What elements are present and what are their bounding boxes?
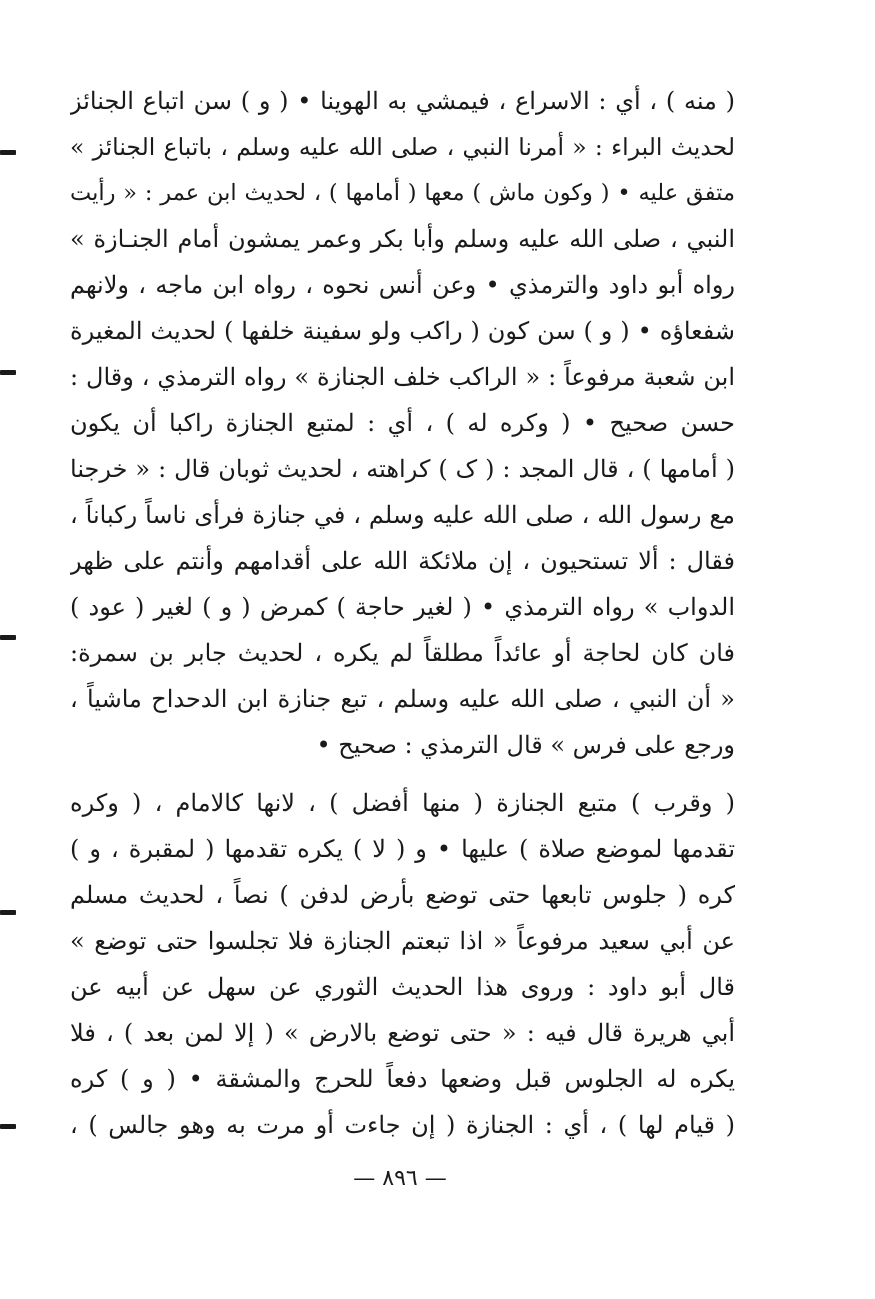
paragraph-2 [70,780,735,1148]
text-line: شفعاؤه • ( و ) سن كون ( راكب ولو سفينة خلفها ) لحديث المغيرة [70,317,735,345]
text-line: النبي ، صلى الله عليه وسلم وأبا بكر وعمر يمشون أمام الجنـازة » [70,225,735,253]
margin-mark [0,635,16,640]
text-line: كره ( جلوس تابعها حتى توضع بأرض لدفن ) نصاً ، لحديث مسلم [70,881,735,909]
margin-mark [0,1124,16,1129]
text-line: فقال : ألا تستحيون ، إن ملائكة الله على أقدامهم وأنتم على ظهر [70,547,735,575]
text-line: حسن صحيح • ( وكره له ) ، أي : لمتبع الجنازة راكبا أن يكون [70,409,735,437]
margin-mark [0,370,16,375]
margin-mark [0,910,16,915]
text-line: ( وقرب ) متبع الجنازة ( منها أفضل ) ، لانها كالامام ، ( وكره [70,789,735,817]
text-line: ( منه ) ، أي : الاسراع ، فيمشي به الهوينا • ( و ) سن اتباع الجنائز [70,87,735,115]
text-line: ( أمامها ) ، قال المجد : ( ک ) كراهته ، لحديث ثوبان قال : « خرجنا [70,455,735,483]
text-line: ابن شعبة مرفوعاً : « الراكب خلف الجنازة » رواه الترمذي ، وقال : [70,363,735,391]
text-line: متفق عليه • ( وكون ماش ) معها ( أمامها ) ، لحديث ابن عمر : « رأيت [70,180,735,206]
margin-mark [0,150,16,155]
paragraph-1 [70,78,735,768]
text-line: الدواب » رواه الترمذي • ( لغير حاجة ) كمرض ( و ) لغير ( عود ) [70,593,735,621]
text-line: ( قيام لها ) ، أي : الجنازة ( إن جاءت أو مرت به وهو جالس ) ، [70,1111,735,1139]
text-line: « أن النبي ، صلى الله عليه وسلم ، تبع جنازة ابن الدحداح ماشياً ، [70,685,735,713]
text-line: مع رسول الله ، صلى الله عليه وسلم ، في جنازة فرأى ناساً ركباناً ، [70,501,735,529]
text-line: تقدمها لموضع صلاة ) عليها • و ( لا ) يكره تقدمها ( لمقبرة ، و ) [70,835,735,863]
text-line: عن أبي سعيد مرفوعاً « اذا تبعتم الجنازة فلا تجلسوا حتى توضع » [70,927,735,955]
text-line: يكره له الجلوس قبل وضعها دفعاً للحرج والمشقة • ( و ) كره [70,1065,735,1093]
page-number: — ٨٩٦ — [353,1166,447,1191]
text-line: قال أبو داود : وروى هذا الحديث الثوري عن سهل عن أبيه عن [70,973,735,1001]
text-line: لحديث البراء : « أمرنا النبي ، صلى الله عليه وسلم ، باتباع الجنائز » [70,133,735,161]
text-line: ورجع على فرس » قال الترمذي : صحيح • [316,731,735,759]
text-line: رواه أبو داود والترمذي • وعن أنس نحوه ، رواه ابن ماجه ، ولانهم [70,271,735,299]
text-line: فان كان لحاجة أو عائداً مطلقاً لم يكره ، لحديث جابر بن سمرة: [70,639,735,667]
text-line: أبي هريرة قال فيه : « حتى توضع بالارض » ( إلا لمن بعد ) ، فلا [70,1019,735,1047]
